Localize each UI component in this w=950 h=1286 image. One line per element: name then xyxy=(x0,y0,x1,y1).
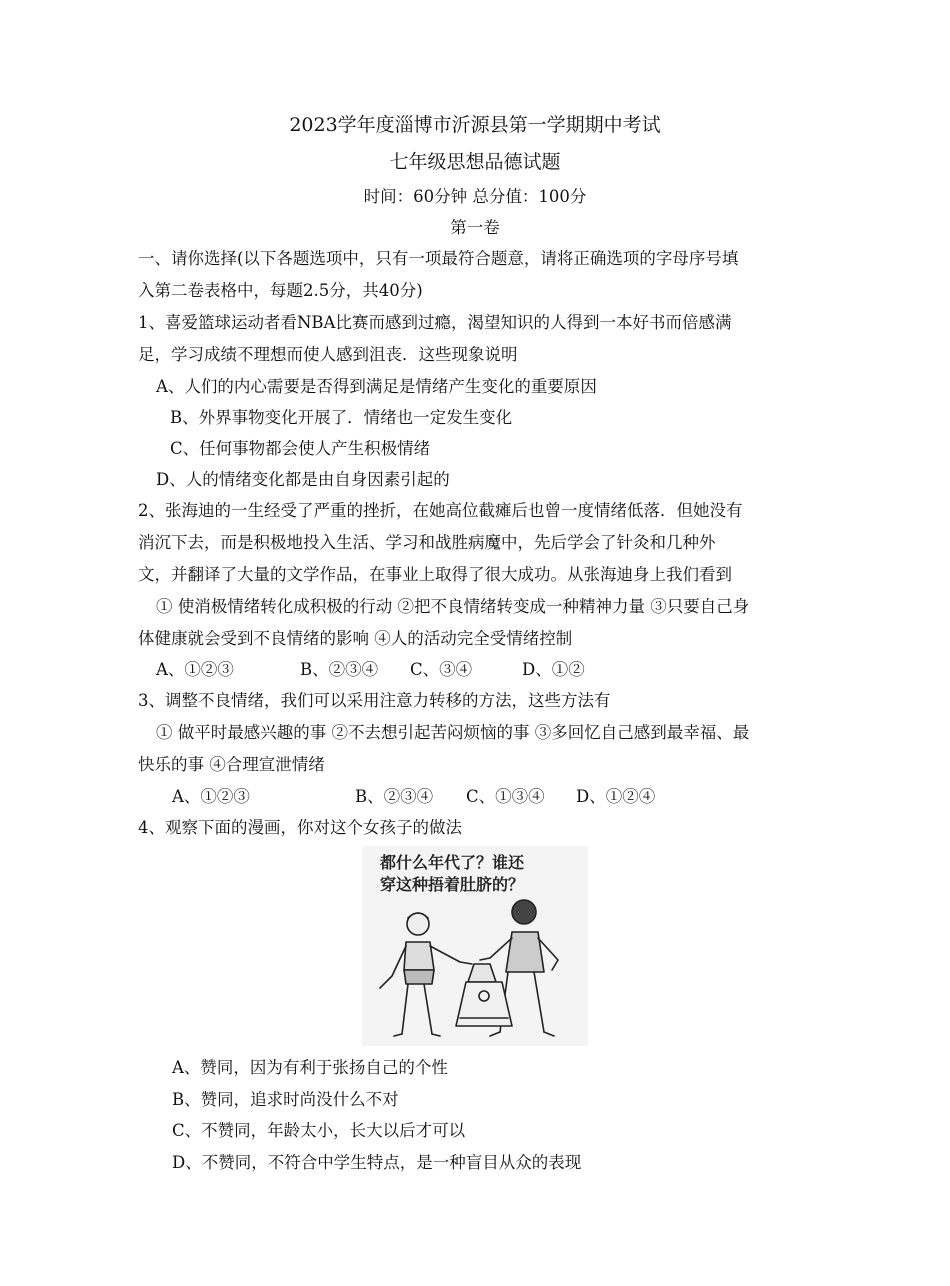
q3-stem-line-1: 3、调整不良情绪，我们可以采用注意力转移的方法，这些方法有 xyxy=(138,691,611,710)
dress-item xyxy=(456,964,512,1026)
q3-option-c: C、①③④ xyxy=(466,787,545,806)
q4-option-b: B、赞同，追求时尚没什么不对 xyxy=(172,1090,399,1109)
q2-option-d: D、①② xyxy=(522,660,585,679)
q1-option-d: D、人的情绪变化都是由自身因素引起的 xyxy=(156,470,450,489)
q2-option-c: C、③④ xyxy=(410,660,473,679)
q2-stem-line-3: 文，并翻译了大量的文学作品，在事业上取得了很大成功。从张海迪身上我们看到 xyxy=(138,565,732,584)
q4-option-d: D、不赞同，不符合中学生特点，是一种盲目从众的表现 xyxy=(172,1153,582,1172)
q4-option-a: A、赞同，因为有利于张扬自己的个性 xyxy=(172,1058,448,1077)
q2-statements-line-2: 体健康就会受到不良情绪的影响 ④人的活动完全受情绪控制 xyxy=(138,629,573,648)
volume-label: 第一卷 xyxy=(450,218,500,237)
q3-option-b: B、②③④ xyxy=(355,787,434,806)
q1-stem-line-1: 1、喜爱篮球运动者看NBA比赛而感到过瘾，渴望知识的人得到一本好书而倍感满 xyxy=(138,313,732,332)
exam-meta: 时间：60分钟 总分值：100分 xyxy=(363,187,587,206)
comic-caption-line-2: 穿这种捂着肚脐的？ xyxy=(380,875,525,894)
comic-caption-line-1: 都什么年代了？谁还 xyxy=(380,853,525,872)
q3-option-d: D、①②④ xyxy=(576,787,656,806)
q4-option-c: C、不赞同，年龄太小，长大以后才可以 xyxy=(172,1121,466,1140)
q2-stem-line-1: 2、张海迪的一生经受了严重的挫折，在她高位截瘫后也曾一度情绪低落．但她没有 xyxy=(138,501,743,520)
q3-statements-line-1: ① 做平时最感兴趣的事 ②不去想引起苦闷烦恼的事 ③多回忆自己感到最幸福、最 xyxy=(156,723,750,742)
q3-option-a: A、①②③ xyxy=(172,787,250,806)
exam-title: 2023学年度淄博市沂源县第一学期期中考试 xyxy=(289,114,661,136)
q4-stem-line-1: 4、观察下面的漫画，你对这个女孩子的做法 xyxy=(138,818,462,837)
q1-option-a: A、人们的内心需要是否得到满足是情绪产生变化的重要原因 xyxy=(156,377,597,396)
q1-option-c: C、任何事物都会使人产生积极情绪 xyxy=(170,439,431,458)
q2-statements-line-1: ① 使消极情绪转化成积极的行动 ②把不良情绪转变成一种精神力量 ③只要自己身 xyxy=(156,597,750,616)
q3-statements-line-2: 快乐的事 ④合理宣泄情绪 xyxy=(138,755,325,774)
instructions-line-2: 入第二卷表格中，每题2.5分，共40分) xyxy=(138,281,423,300)
comic-drawing xyxy=(362,846,588,1046)
instructions-line-1: 一、请你选择(以下各题选项中，只有一项最符合题意，请将正确选项的字母序号填 xyxy=(138,249,739,268)
q2-stem-line-2: 消沉下去，而是积极地投入生活、学习和战胜病魔中，先后学会了针灸和几种外 xyxy=(138,533,716,552)
exam-subtitle: 七年级思想品德试题 xyxy=(389,151,561,173)
comic-illustration xyxy=(362,846,588,1046)
q2-option-b: B、②③④ xyxy=(300,660,379,679)
q1-option-b: B、外界事物变化开展了．情绪也一定发生变化 xyxy=(170,408,513,427)
q1-stem-line-2: 足，学习成绩不理想而使人感到沮丧．这些现象说明 xyxy=(138,345,518,364)
q2-option-a: A、①②③ xyxy=(156,660,234,679)
